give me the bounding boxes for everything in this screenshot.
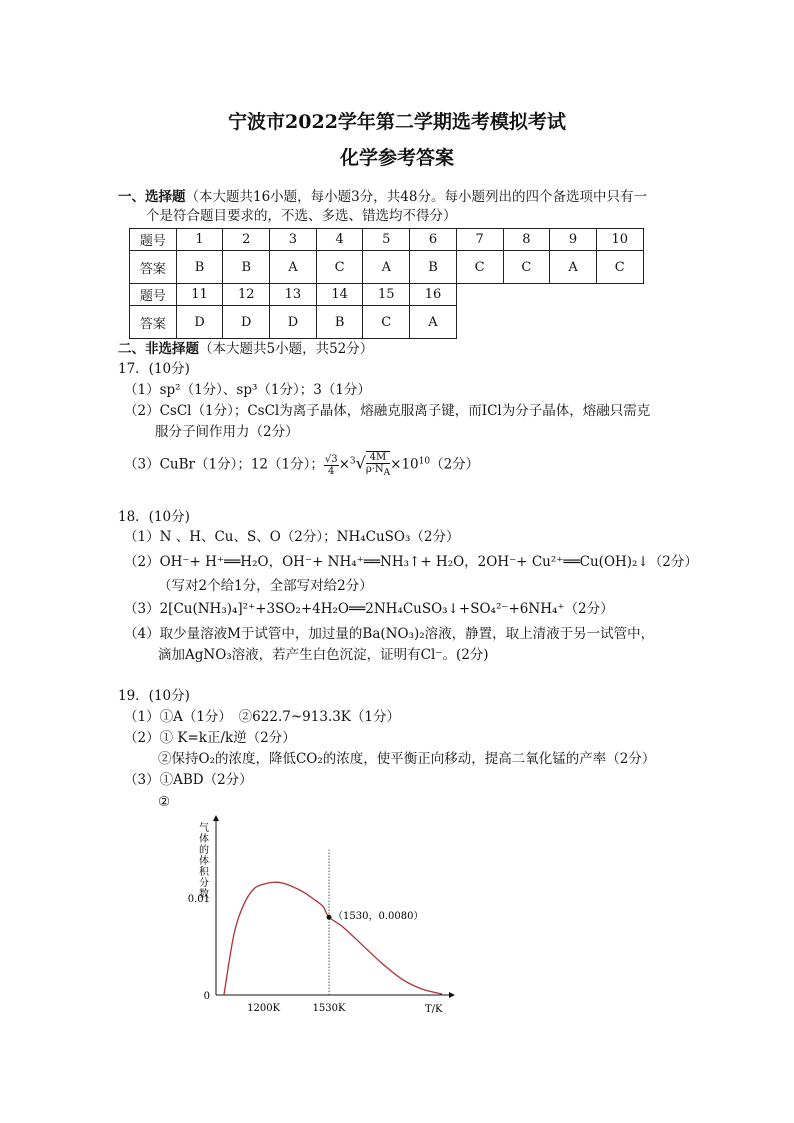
times-sign: ×	[338, 456, 350, 473]
x-tick-label: 1530K	[312, 1003, 346, 1014]
section1-heading-line	[118, 188, 647, 206]
q17-exp: 10	[418, 456, 431, 467]
blank-cell	[596, 284, 643, 306]
table-cell: 1	[176, 229, 223, 251]
q17-head: 17．(10分)	[118, 361, 190, 377]
blank-cell	[550, 306, 597, 339]
table-cell: C	[316, 251, 363, 284]
table-cell: C	[456, 251, 503, 284]
q17-line4-text: （3）CuBr（1分）；12（1分）；	[124, 456, 324, 473]
section2-desc: （本大题共5小题，共52分）	[199, 341, 374, 357]
q19-head: 19．(10分)	[118, 688, 190, 704]
table-cell: D	[270, 306, 317, 339]
section2-heading-line	[118, 340, 373, 358]
table-cell: 12	[223, 284, 270, 306]
table-cell: 4	[316, 229, 363, 251]
table-cell: C	[596, 251, 643, 284]
x-axis-label: T/K	[425, 1004, 443, 1015]
table-cell: 10	[596, 229, 643, 251]
q17-tail: ×10	[390, 456, 419, 473]
section2-heading: 二、非选择题	[118, 341, 199, 357]
blank-cell	[550, 284, 597, 306]
row-label-a: 答案	[130, 306, 177, 339]
table-cell: B	[223, 251, 270, 284]
x-tick-label: 1200K	[247, 1003, 281, 1014]
q18-line3: （写对2个给1分，全部写对给2分）	[158, 578, 373, 594]
table-cell: 7	[456, 229, 503, 251]
series-line	[224, 882, 442, 995]
table-cell: C	[363, 306, 410, 339]
blank-cell	[596, 306, 643, 339]
table-row	[130, 251, 644, 284]
q17-line2: （2）CsCl（1分）；CsCl为离子晶体，熔融克服离子键，而ICl为分子晶体，熔融只需克	[124, 403, 651, 419]
y-tick-label: 0	[203, 991, 210, 1002]
section1-desc2: 个是符合题目要求的，不选、多选、错选均不得分）	[146, 208, 457, 224]
q19-line5: ②	[158, 794, 171, 810]
page-title: 宁波市2022学年第二学期选考模拟考试	[228, 111, 566, 133]
table-cell: A	[270, 251, 317, 284]
root-index: 3	[349, 456, 356, 467]
root-den-text: ρ·N	[365, 464, 384, 475]
table-row	[130, 229, 644, 251]
table-cell: 2	[223, 229, 270, 251]
table-cell: 8	[503, 229, 550, 251]
blank-cell	[456, 306, 503, 339]
q18-head: 18．(10分)	[118, 509, 190, 525]
table-row	[130, 306, 644, 339]
frac-num: √3	[324, 453, 338, 465]
q19-line4: （3）①ABD（2分）	[124, 772, 253, 788]
answer-table	[129, 228, 644, 339]
blank-cell	[503, 284, 550, 306]
table-cell: D	[176, 306, 223, 339]
blank-cell	[503, 306, 550, 339]
section1-desc1: （本大题共16小题，每小题3分，共48分。每小题列出的四个备选项中只有一	[185, 189, 647, 205]
q18-line4: （3）2[Cu(NH₃)₄]²⁺+3SO₂+4H₂O══2NH₄CuSO₃↓+SO₄²⁻+6NH₄⁺（2分）	[124, 601, 614, 617]
page-subtitle: 化学参考答案	[339, 147, 454, 169]
row-label-q: 题号	[130, 229, 177, 251]
row-label-q: 题号	[130, 284, 177, 306]
q19-line3: ②保持O₂的浓度，降低CO₂的浓度，使平衡正向移动，提高二氧化锰的产率（2分）	[158, 751, 656, 767]
q18-line5: （4）取少量溶液M于试管中，加过量的Ba(NO₃)₂溶液，静置，取上清液于另一试管中，	[124, 626, 655, 642]
q17-line4	[124, 451, 479, 479]
marked-point	[327, 915, 332, 920]
table-cell: 6	[410, 229, 457, 251]
q18-line2: （2）OH⁻+ H⁺══H₂O，OH⁻+ NH₄⁺══NH₃↑+ H₂O，2OH⁻+ Cu²⁺══Cu(OH)₂↓（2分）	[124, 554, 698, 570]
radical-icon: √	[355, 453, 366, 473]
row-label-a: 答案	[130, 251, 177, 284]
q18-line6: 滴加AgNO₃溶液，若产生白色沉淀，证明有Cl⁻。(2分)	[158, 647, 489, 663]
table-cell: B	[316, 306, 363, 339]
section1-heading: 一、选择题	[118, 189, 186, 205]
table-cell: 16	[410, 284, 457, 306]
chart-ticks	[188, 894, 346, 1014]
root-den	[365, 464, 391, 478]
q17-line1: （1）sp²（1分）、sp³（1分）；3（1分）	[124, 382, 371, 398]
q19-line1: （1）①A（1分） ②622.7~913.3K（1分）	[124, 709, 400, 725]
chart	[180, 808, 480, 1018]
table-cell: 3	[270, 229, 317, 251]
table-cell: B	[410, 251, 457, 284]
q17-score: （2分）	[430, 456, 480, 473]
q17-line3: 服分子间作用力（2分）	[155, 424, 299, 440]
table-cell: C	[503, 251, 550, 284]
table-cell: A	[550, 251, 597, 284]
frac-den: 4	[328, 465, 335, 477]
table-cell: 9	[550, 229, 597, 251]
table-cell: B	[176, 251, 223, 284]
root-den-sub: A	[383, 468, 391, 478]
q18-line1: （1）N 、H、Cu、S、O（2分）；NH₄CuSO₃（2分）	[124, 529, 460, 545]
table-cell: 13	[270, 284, 317, 306]
root-fraction	[366, 451, 390, 479]
table-row	[130, 284, 644, 306]
y-axis-label: 气体的体积分数	[196, 822, 208, 899]
table-cell: A	[410, 306, 457, 339]
table-cell: 15	[363, 284, 410, 306]
table-cell: 14	[316, 284, 363, 306]
root-num: 4M	[366, 452, 390, 464]
table-cell: 5	[363, 229, 410, 251]
blank-cell	[456, 284, 503, 306]
table-cell: A	[363, 251, 410, 284]
q19-line2: （2）① K=k正/k逆（2分）	[124, 730, 296, 746]
y-tick-label: 0.01	[187, 893, 210, 905]
table-cell: D	[223, 306, 270, 339]
table-cell: 11	[176, 284, 223, 306]
point-annotation: （1530，0.0080）	[333, 911, 424, 923]
fraction	[324, 454, 339, 477]
